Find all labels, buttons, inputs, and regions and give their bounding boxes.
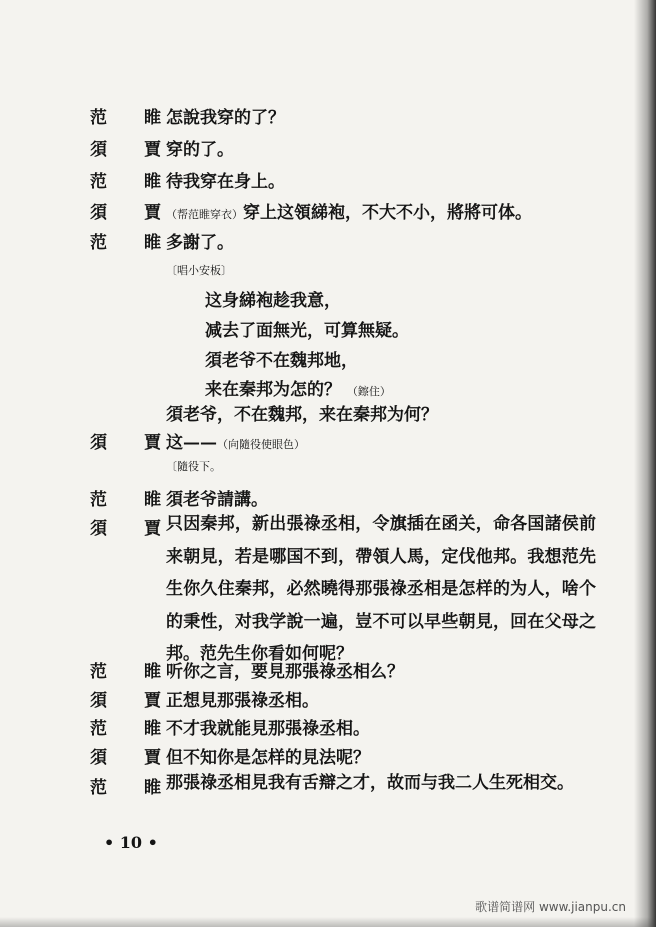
speaker-name: 范 睢 <box>90 662 171 682</box>
dialogue-text <box>166 198 532 223</box>
dialogue-text: 那張祿丞相見我有舌辯之才，故而与我二人生死相交。 <box>166 773 574 793</box>
dialogue-text: 只因秦邦，新出張祿丞相，令旗插在函关，命各国諸侯前来朝見，若是哪国不到，帶領人馬，定伐他邦。我想范先生你久住秦邦，必然曉得那張祿丞相是怎样的为人，啥个的秉性，对我学說一遍，豈不可以早些朝見，回在父母之邦。范先生你看如何呢？ <box>166 514 596 664</box>
speaker-name: 范 睢 <box>90 108 171 128</box>
verse-line: 减去了面無光，可算無疑。 <box>205 321 409 341</box>
verse-line: 这身綈袍趁我意， <box>205 291 341 311</box>
page-number: • 10 • <box>104 833 158 852</box>
speaker-name: 須 賈 <box>90 748 171 768</box>
speaker-name: 須 賈 <box>90 433 171 453</box>
dialogue-text: 待我穿在身上。 <box>166 172 285 192</box>
verse-text: 来在秦邦为怎的？ <box>205 380 341 400</box>
dialogue-text: 怎說我穿的了？ <box>166 108 285 128</box>
dialogue-text: 穿的了。 <box>166 140 234 160</box>
aria-label: 〔唱小安板〕 <box>166 264 232 277</box>
verse-line: 須老爷不在魏邦地， <box>205 351 358 371</box>
speaker-name: 須 賈 <box>90 519 171 539</box>
speaker-name: 范 睢 <box>90 719 171 739</box>
speaker-name: 須 賈 <box>90 691 171 711</box>
speaker-name: 須 賈 <box>90 140 171 160</box>
stage-direction: （鑔住） <box>346 385 391 398</box>
speaker-name: 范 睢 <box>90 778 171 798</box>
stage-direction: （向隨役使眼色） <box>217 438 305 451</box>
speaker-name: 范 睢 <box>90 172 171 192</box>
dialogue-text: 多謝了。 <box>166 233 234 253</box>
dialogue-text: 正想見那張祿丞相。 <box>166 691 319 711</box>
verse-line <box>205 375 391 400</box>
dialogue-text: 但不知你是怎样的見法呢？ <box>166 748 370 768</box>
dialogue-text: 听你之言，要見那張祿丞相么？ <box>166 662 404 682</box>
dialogue-text-main: 穿上这領綈袍，不大不小，將將可体。 <box>243 203 532 223</box>
dialogue-text: 須老爷請講。 <box>166 490 268 510</box>
page-edge-shadow <box>634 0 656 927</box>
dialogue-text: 不才我就能見那張祿丞相。 <box>166 719 370 739</box>
exit-direction: 〔隨役下。 <box>166 460 221 473</box>
page-bottom-shadow <box>0 917 656 927</box>
spoken-line: 須老爷，不在魏邦，来在秦邦为何？ <box>166 405 438 425</box>
speaker-name: 范 睢 <box>90 233 171 253</box>
speaker-name: 范 睢 <box>90 490 171 510</box>
dialogue-text <box>166 428 305 453</box>
speaker-name: 須 賈 <box>90 203 171 223</box>
stage-direction: （帮范睢穿衣） <box>166 208 243 221</box>
site-watermark: 歌谱简谱网 www.jianpu.cn <box>475 900 626 914</box>
dialogue-text-main: 这—— <box>166 433 217 453</box>
